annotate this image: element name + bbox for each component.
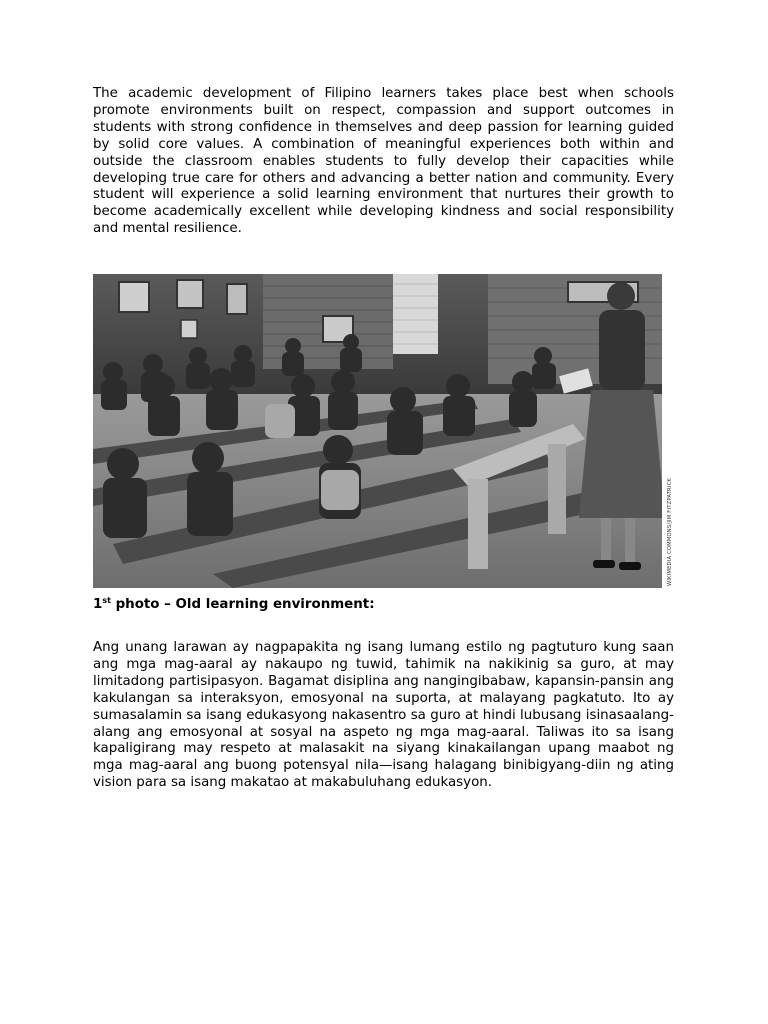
photo-caption	[93, 597, 375, 612]
photo-credit: WIKIMEDIA COMMONS/JIM FITZPATRICK	[667, 477, 673, 586]
caption-superscript: st	[102, 596, 111, 605]
caption-ordinal: 1	[93, 597, 103, 612]
classroom-photo	[93, 274, 662, 588]
body-paragraph: Ang unang larawan ay nagpapakita ng isang lumang estilo ng pagtuturo kung saan ang mga mag-aaral ay nakaupo ng tuwid, tahimik na nakikinig sa guro, at may limitadong partisipasyon. Bagamat disiplina ang nangingibabaw, kapansin-pansin ang kakulangan sa interaksyon, emosyonal na suporta, at malayang pagkatuto. Ito ay sumasalamin sa isang edukasyong nakasentro sa guro at hindi lubusang isinasaalang-alang ang emosyonal at sosyal na aspeto ng mga mag-aaral. Taliwas ito sa isang kapaligirang may respeto at malasakit na siyang kinakailangan upang maabot ng mga mag-aaral ang buong potensyal nila—isang halagang binibigyang-diin ng ating vision para sa isang makatao at makabuluhang edukasyon.	[93, 640, 674, 791]
intro-paragraph: The academic development of Filipino learners takes place best when schools promote environments built on respect, compassion and support outcomes in students with strong confidence in themselves and deep passion for learning guided by solid core values. A combination of meaningful experiences both within and outside the classroom enables students to fully develop their capacities while developing true care for others and advancing a better nation and community. Every student will experience a solid learning environment that nurtures their growth to become academically excellent while developing kindness and social responsibility and mental resilience.	[93, 86, 674, 237]
caption-text: photo – Old learning environment:	[110, 597, 375, 612]
